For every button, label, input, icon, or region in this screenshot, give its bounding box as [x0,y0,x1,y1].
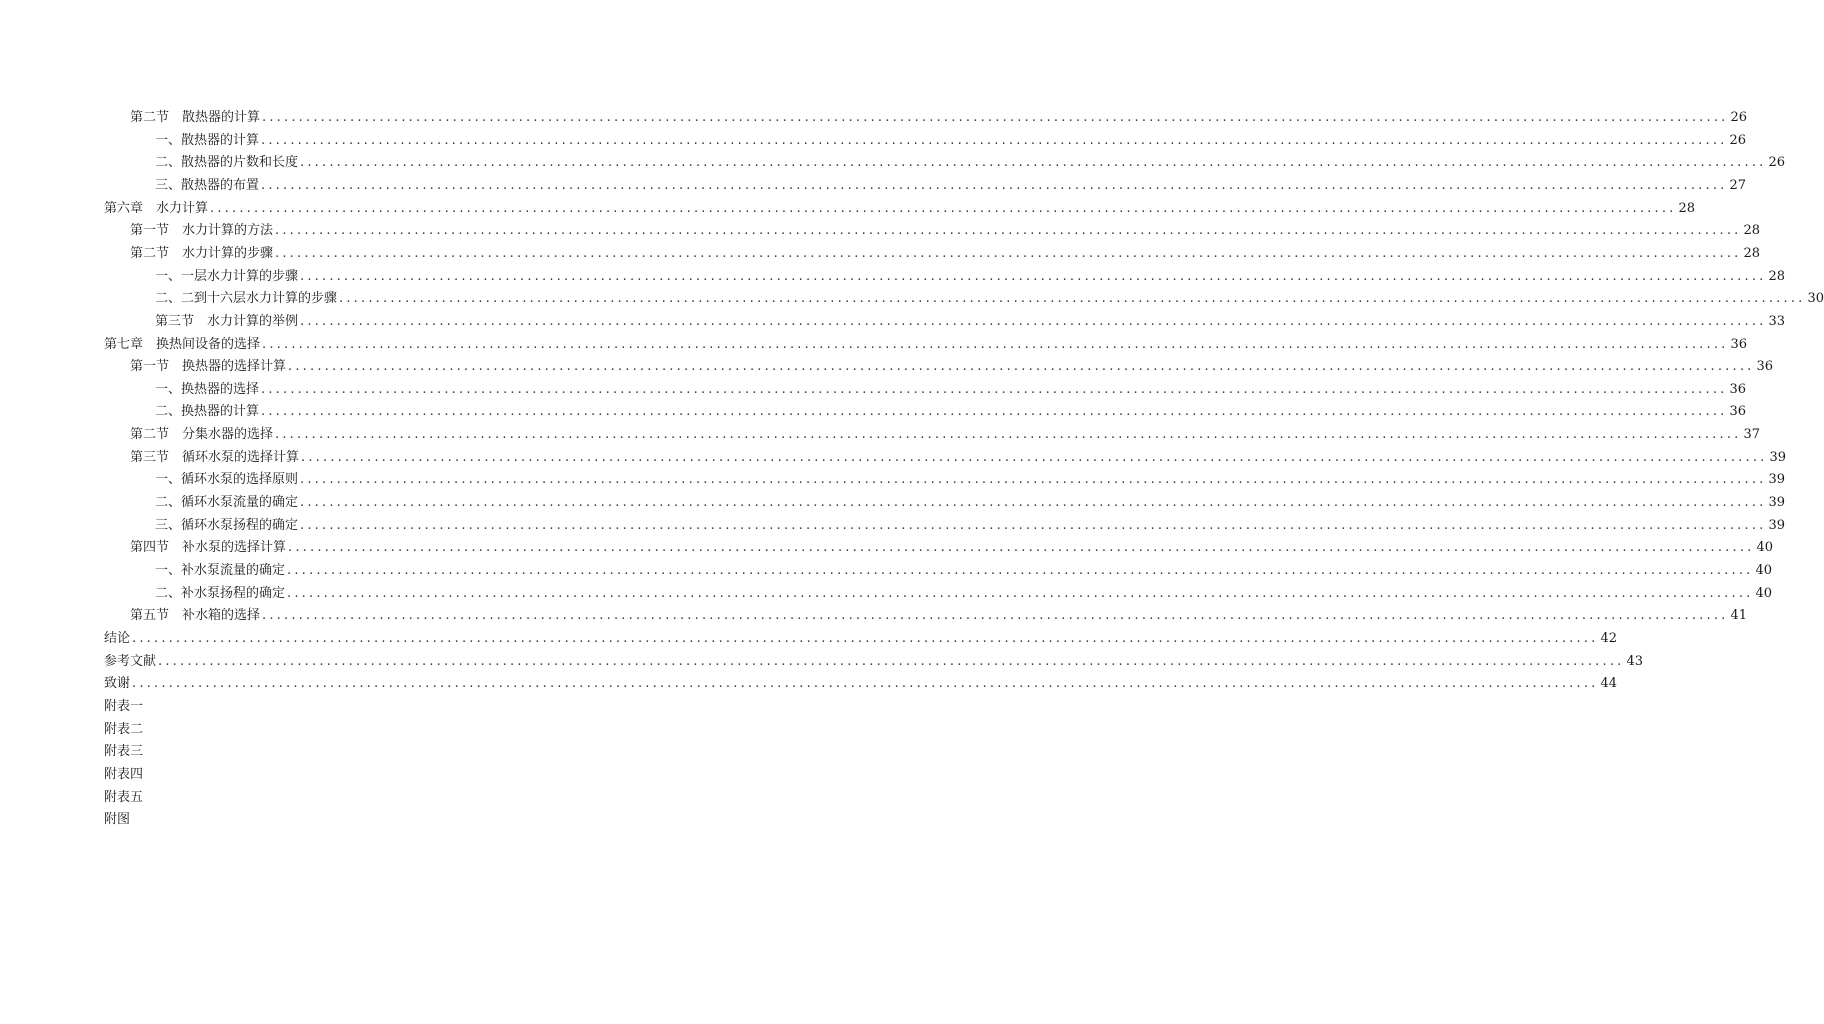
toc-entry [155,398,1747,420]
toc-dot-leader: ........................................................................................................................................................................................................ [261,132,1728,148]
toc-page-number: 40 [1755,585,1773,601]
toc-entry-title: 第一节 水力计算的方法 [130,223,274,239]
toc-page-number: 39 [1768,517,1786,533]
toc-entry-title: 第三节 循环水泵的选择计算 [130,449,300,465]
toc-dot-leader: ........................................................................................................................................................................................................ [261,177,1728,193]
toc-entry-title: 附图 [104,812,131,828]
toc-entry-title: 第五节 补水箱的选择 [130,608,261,624]
toc-dot-leader: ........................................................................................................................................................................................................ [287,563,1754,578]
toc-entry-title: 附表一 [104,698,144,714]
toc-entry-title: 三、循环水泵扬程的确定 [155,517,299,533]
toc-page-number: 42 [1600,630,1618,646]
toc-entry [104,625,1618,647]
toc-entry [104,648,1644,670]
toc-dot-leader: ........................................................................................................................................................................................................ [300,472,1767,488]
toc-dot-leader: ........................................................................................................................................................................................................ [132,676,1599,692]
toc-page-number: 40 [1755,563,1773,578]
toc-entry [155,127,1747,149]
toc-page-number: 27 [1729,177,1747,193]
toc-dot-leader: ........................................................................................................................................................................................................ [275,245,1742,261]
toc-dot-leader: ........................................................................................................................................................................................................ [261,404,1728,420]
toc-entry [130,353,1774,375]
toc-page-number: 28 [1768,268,1786,284]
toc-dot-leader: ........................................................................................................................................................................................................ [287,585,1754,601]
toc-dot-leader: ........................................................................................................................................................................................................ [158,653,1625,669]
toc-entry-title: 一、补水泵流量的确定 [155,563,286,578]
toc-page-number: 36 [1756,359,1774,375]
toc-entry [104,716,143,738]
toc-dot-leader: ........................................................................................................................................................................................................ [288,359,1755,375]
toc-entry-title: 第四节 补水泵的选择计算 [130,540,287,556]
toc-entry [130,240,1761,262]
toc-dot-leader: ........................................................................................................................................................................................................ [301,449,1768,465]
toc-entry [155,308,1786,330]
toc-entry [155,149,1786,171]
toc-entry-title: 一、一层水力计算的步骤 [155,268,299,284]
toc-page-number: 33 [1768,313,1786,329]
toc-entry-title: 第三节 水力计算的举例 [155,313,299,329]
toc-entry-title: 二、换热器的计算 [155,404,260,420]
toc-entry-title: 一、换热器的选择 [155,381,260,397]
toc-entry [130,444,1787,466]
toc-entry [155,580,1773,602]
toc-entry-title: 第二节 分集水器的选择 [130,427,274,443]
toc-entry-title: 三、散热器的布置 [155,177,260,193]
toc-entry [155,263,1786,285]
toc-dot-leader: ........................................................................................................................................................................................................ [300,313,1767,329]
toc-page-number: 28 [1743,223,1761,239]
toc-entry [155,557,1773,579]
toc-dot-leader: ........................................................................................................................................................................................................ [300,268,1767,284]
toc-entry [155,466,1786,488]
toc-page-number: 41 [1730,608,1748,624]
toc-entry [155,285,1824,307]
toc-dot-leader: ........................................................................................................................................................................................................ [261,381,1728,397]
toc-page-number: 36 [1729,404,1747,420]
toc-dot-leader: ........................................................................................................................................................................................................ [132,630,1599,646]
toc-dot-leader: ........................................................................................................................................................................................................ [210,200,1677,216]
toc-entry-title: 第二节 散热器的计算 [130,110,261,125]
toc-page-number: 43 [1626,653,1644,669]
toc-dot-leader: ........................................................................................................................................................................................................ [275,223,1742,239]
toc-entry [104,806,130,828]
toc-entry-title: 二、补水泵扬程的确定 [155,585,286,601]
toc-entry [104,693,143,715]
toc-entry [155,489,1786,511]
toc-dot-leader: ........................................................................................................................................................................................................ [262,110,1729,125]
toc-entry-title: 第七章 换热间设备的选择 [104,336,261,352]
toc-entry [104,784,143,806]
toc-page-number: 44 [1600,676,1618,692]
toc-entry [104,331,1748,353]
toc-entry-title: 第六章 水力计算 [104,200,209,216]
toc-page-number: 39 [1768,472,1786,488]
toc-entry [155,376,1747,398]
toc-entry-title: 二、散热器的片数和长度 [155,155,299,171]
toc-entry [130,217,1761,239]
toc-page-number: 28 [1743,245,1761,261]
toc-page-number: 39 [1769,449,1787,465]
toc-page-number: 37 [1743,427,1761,443]
toc-entry-title: 二、二到十六层水力计算的步骤 [155,291,338,307]
toc-entry [155,172,1747,194]
toc-page-number: 30 [1807,291,1824,307]
toc-page-number: 26 [1729,132,1747,148]
toc-page-number: 28 [1678,200,1696,216]
toc-entry-title: 致谢 [104,676,131,692]
toc-entry [104,195,1696,217]
toc-entry [104,738,143,760]
toc-page-number: 26 [1730,110,1748,125]
toc-page-number: 39 [1768,495,1786,511]
toc-entry [130,421,1761,443]
toc-dot-leader: ........................................................................................................................................................................................................ [262,608,1729,624]
toc-entry-title: 结论 [104,630,131,646]
toc-dot-leader: ........................................................................................................................................................................................................ [300,495,1767,511]
toc-entry [155,512,1786,534]
toc-entry-title: 附表四 [104,766,144,782]
toc-page-number: 36 [1729,381,1747,397]
toc-dot-leader: ........................................................................................................................................................................................................ [339,291,1806,307]
toc-entry-title: 第一节 换热器的选择计算 [130,359,287,375]
toc-entry [130,602,1748,624]
toc-entry-title: 一、循环水泵的选择原则 [155,472,299,488]
toc-entry-title: 附表五 [104,789,144,805]
toc-dot-leader: ........................................................................................................................................................................................................ [288,540,1755,556]
toc-entry [104,761,143,783]
toc-entry-title: 一、散热器的计算 [155,132,260,148]
toc-page-number: 36 [1730,336,1748,352]
toc-entry-title: 附表三 [104,744,144,760]
toc-entry [130,104,1748,126]
toc-dot-leader: ........................................................................................................................................................................................................ [262,336,1729,352]
toc-entry [104,670,1618,692]
toc-page-number: 40 [1756,540,1774,556]
toc-dot-leader: ........................................................................................................................................................................................................ [275,427,1742,443]
toc-dot-leader: ........................................................................................................................................................................................................ [300,155,1767,171]
toc-entry-title: 附表二 [104,721,144,737]
toc-entry-title: 二、循环水泵流量的确定 [155,495,299,511]
toc-page-number: 26 [1768,155,1786,171]
toc-entry-title: 参考文献 [104,653,157,669]
toc-dot-leader: ........................................................................................................................................................................................................ [300,517,1767,533]
toc-entry-title: 第二节 水力计算的步骤 [130,245,274,261]
toc-entry [130,534,1774,556]
